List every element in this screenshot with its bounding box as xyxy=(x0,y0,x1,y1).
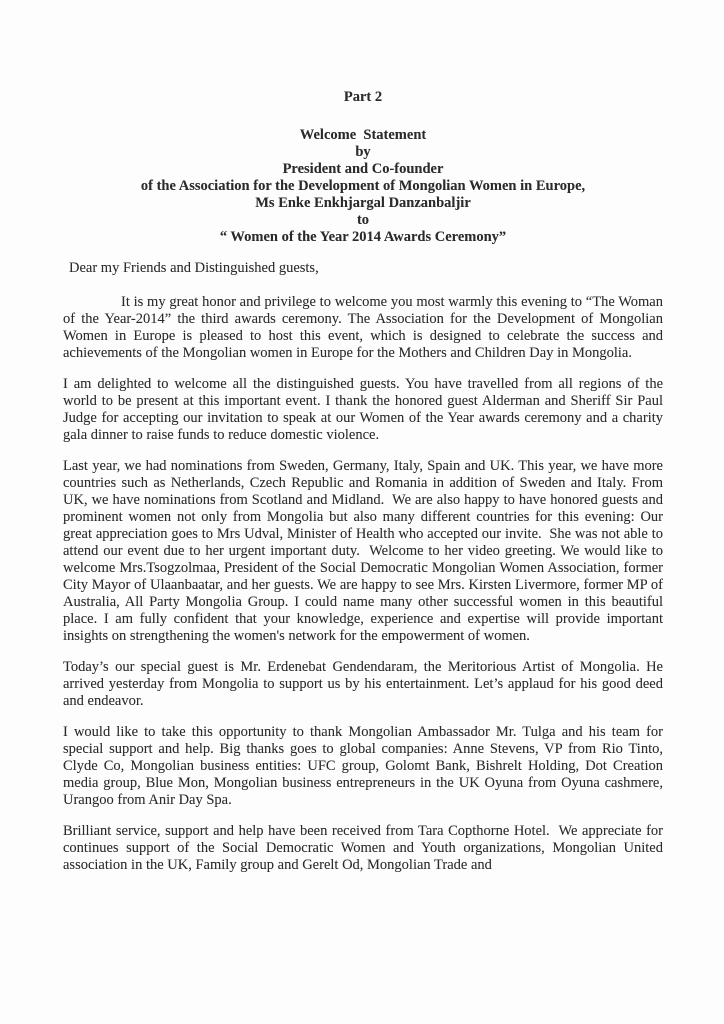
paragraph-special-guest: Today’s our special guest is Mr. Erdenebat Gendendaram, the Meritorious Artist of Mongolia. He arrived yesterday from Mongolia to support us by his entertainment. Let’s applaud for his good deed and endeavor. xyxy=(63,659,667,709)
paragraph-honor-privilege: It is my great honor and privilege to welcome you most warmly this evening to “The Woman of the Year-2014” the third awards ceremony. The Association for the Development of Mongolian Women in Europe is pleased to host this event, which is designed to celebrate the success and achievements of the Mongolian women in Europe for the Mothers and Children Day in Mongolia. xyxy=(63,294,667,361)
salutation: Dear my Friends and Distinguished guests, xyxy=(69,260,319,276)
paragraph-brilliant-service: Brilliant service, support and help have been received from Tara Copthorne Hotel. We appreciate for continues support of the Social Democratic Women and Youth organizations, Mongolian United association in the UK, Family group and Gerelt Od, Mongolian Trade and xyxy=(63,823,667,873)
paragraph-nominations: Last year, we had nominations from Sweden, Germany, Italy, Spain and UK. This year, we have more countries such as Netherlands, Czech Republic and Romania in addition of Sweden and Italy. From UK, we have nominations from Scotland and Midland. We are also happy to have honored guests and prominent women not only from Mongolia but also many different countries for this evening: Our great appreciation goes to Mrs Udval, Minister of Health who accepted our invite. She was not able to attend our event due to her urgent important duty. Welcome to her video greeting. We would like to welcome Mrs.Tsogzolmaa, President of the Social Democratic Mongolian Women Association, former City Mayor of Ulaanbaatar, and her guests. We are happy to see Mrs. Kirsten Livermore, former MP of Australia, All Party Mongolia Group. I could name many other successful women in this beautiful place. I am fully confident that your knowledge, experience and expertise will provide important insights on strengthening the women's network for the empowerment of women. xyxy=(63,458,667,644)
title-line-role: President and Co-founder xyxy=(282,161,444,177)
title-block xyxy=(63,127,663,246)
title-line-to: to xyxy=(356,212,370,228)
title-line-by: by xyxy=(355,144,371,160)
paragraph-thanks-sponsors: I would like to take this opportunity to thank Mongolian Ambassador Mr. Tulga and his team for special support and help. Big thanks goes to global companies: Anne Stevens, VP from Rio Tinto, Clyde Co, Mongolian business entities: UFC group, Golomt Bank, Bishrelt Holding, Dot Creation media group, Blue Mon, Mongolian business entrepreneurs in the UK Oyuna from Oyuna cashmere, Urangoo from Anir Day Spa. xyxy=(63,724,667,808)
title-line-name: Ms Enke Enkhjargal Danzanbaljir xyxy=(255,195,471,211)
title-line-event: “ Women of the Year 2014 Awards Ceremony” xyxy=(219,229,507,245)
title-line-statement: Welcome Statement xyxy=(299,127,427,143)
part-label: Part 2 xyxy=(343,89,383,105)
paragraph-delighted-welcome: I am delighted to welcome all the distinguished guests. You have travelled from all regions of the world to be present at this important event. I thank the honored guest Alderman and Sheriff Sir Paul Judge for accepting our invitation to speak at our Women of the Year awards ceremony and a charity gala dinner to raise funds to reduce domestic violence. xyxy=(63,376,667,443)
title-line-association: of the Association for the Development of Mongolian Women in Europe, xyxy=(140,178,586,194)
